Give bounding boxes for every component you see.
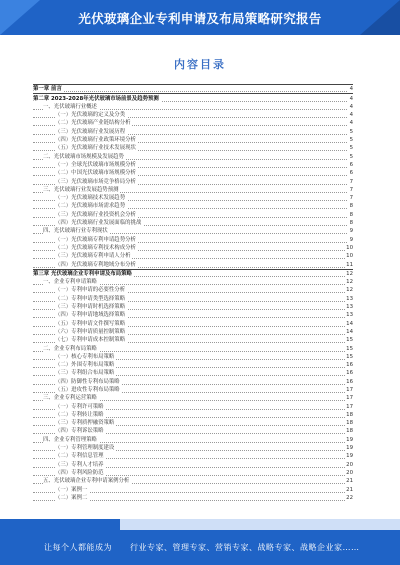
- toc-entry-page: 14: [346, 328, 353, 335]
- toc-entry[interactable]: [33, 177, 353, 185]
- toc-entry-label: 一、企业专利申请策略: [43, 279, 97, 286]
- toc-entry-page: 19: [346, 436, 353, 443]
- toc-entry-page: 22: [346, 494, 353, 501]
- toc-entry-page: 20: [346, 461, 353, 468]
- toc-entry[interactable]: [33, 152, 353, 160]
- toc-entry[interactable]: [33, 260, 353, 268]
- toc-entry-label: 一、光伏玻璃行业概述: [43, 103, 97, 110]
- report-title: 光伏玻璃企业专利申请及布局策略研究报告: [78, 11, 322, 26]
- toc-entry[interactable]: [33, 386, 353, 394]
- toc-entry-label: （二）专利信息管理: [55, 453, 104, 460]
- toc-entry[interactable]: [33, 394, 353, 402]
- toc-entry-page: 4: [349, 112, 353, 119]
- toc-entry[interactable]: [33, 194, 353, 202]
- toc-entry[interactable]: [33, 136, 353, 144]
- toc-entry[interactable]: [33, 84, 353, 93]
- toc-entry-page: 12: [346, 270, 353, 277]
- toc-entry-label: （二）专利申请类型选择策略: [55, 295, 126, 302]
- toc-entry-label: 二、光伏玻璃市场规模及发展趋势: [43, 153, 124, 160]
- toc-entry-label: 第一章 前言: [33, 86, 62, 93]
- toc-entry-page: 13: [346, 312, 353, 319]
- toc-entry-label: （四）光伏玻璃专利地域分布分析: [55, 261, 136, 268]
- toc-entry[interactable]: [33, 377, 353, 385]
- toc-entry-page: 9: [349, 228, 353, 235]
- toc-entry[interactable]: [33, 311, 353, 319]
- page-header: [0, 0, 400, 35]
- toc-entry[interactable]: [33, 244, 353, 252]
- toc-entry-page: 4: [349, 86, 353, 93]
- toc-entry-page: 13: [346, 304, 353, 311]
- toc-entry-label: （二）案例二: [55, 494, 88, 501]
- toc-entry[interactable]: [33, 169, 353, 177]
- toc-entry[interactable]: [33, 127, 353, 135]
- toc-entry-label: （一）光伏玻璃技术发展趋势: [55, 195, 126, 202]
- toc-entry-label: 第三章 光伏玻璃企业专利申请及布局策略: [33, 270, 132, 277]
- toc-entry-label: （三）专利质押融资策略: [55, 420, 115, 427]
- toc-entry[interactable]: [33, 460, 353, 468]
- toc-entry-page: 14: [346, 320, 353, 327]
- toc-entry-label: （一）光伏玻璃的定义及分类: [55, 112, 126, 119]
- toc-entry-label: （四）防御性专利布局策略: [55, 378, 120, 385]
- toc-entry-label: （一）专利申请的必要性分析: [55, 287, 126, 294]
- toc-entry[interactable]: [33, 336, 353, 344]
- toc-entry[interactable]: [33, 111, 353, 119]
- toc-entry[interactable]: [33, 278, 353, 286]
- toc-entry[interactable]: [33, 344, 353, 352]
- toc-entry-label: （三）光伏玻璃行业投资机会分析: [55, 211, 136, 218]
- toc-entry[interactable]: [33, 235, 353, 243]
- toc-entry-page: 16: [346, 378, 353, 385]
- toc-entry[interactable]: [33, 328, 353, 336]
- toc-entry-label: （五）进攻性专利布局策略: [55, 386, 120, 393]
- toc-entry[interactable]: [33, 469, 353, 477]
- toc-entry-label: （一）核心专利布局策略: [55, 353, 115, 360]
- toc-entry[interactable]: [33, 361, 353, 369]
- toc-entry-page: 4: [349, 95, 353, 102]
- toc-entry[interactable]: [33, 119, 353, 127]
- toc-entry-page: 12: [346, 279, 353, 286]
- toc-entry[interactable]: [33, 210, 353, 218]
- toc-entry-page: 15: [346, 353, 353, 360]
- toc-entry-label: （二）光伏玻璃产业链结构分析: [55, 120, 131, 127]
- toc-entry-page: 5: [349, 153, 353, 160]
- toc-entry[interactable]: [33, 219, 353, 227]
- toc-entry-label: （二）光伏玻璃专利技术构成分析: [55, 244, 136, 251]
- toc-entry-label: （三）光伏玻璃市场竞争格局分析: [55, 178, 136, 185]
- toc-entry[interactable]: [33, 452, 353, 460]
- toc-entry-label: 五、光伏玻璃企业专利申请案例分析: [43, 478, 130, 485]
- toc-entry-page: 18: [346, 428, 353, 435]
- toc-entry[interactable]: [33, 186, 353, 194]
- toc-entry-label: （四）光伏玻璃行业政策环境分析: [55, 137, 136, 144]
- toc-entry-label: （一）专利许可策略: [55, 403, 104, 410]
- toc-entry-label: （四）专利风险防范: [55, 469, 104, 476]
- toc-entry-label: （一）案例一: [55, 486, 88, 493]
- toc-entry-label: 四、光伏玻璃行业专利现状: [43, 228, 108, 235]
- toc-entry-page: 5: [349, 145, 353, 152]
- toc-entry[interactable]: [33, 444, 353, 452]
- toc-entry-page: 16: [346, 370, 353, 377]
- toc-entry-page: 16: [346, 362, 353, 369]
- toc-entry[interactable]: [33, 402, 353, 410]
- toc-entry[interactable]: [33, 303, 353, 311]
- toc-entry[interactable]: [33, 286, 353, 294]
- toc-entry-label: （三）光伏玻璃行业发展历程: [55, 128, 126, 135]
- toc-entry-label: （三）专利人才培养: [55, 461, 104, 468]
- toc-entry-page: 10: [346, 253, 353, 260]
- toc-entry[interactable]: [33, 353, 353, 361]
- footer-slogan-left: 让每个人都能成为: [44, 543, 112, 552]
- toc-entry-page: 6: [349, 161, 353, 168]
- toc-entry[interactable]: [33, 369, 353, 377]
- toc-entry-page: 13: [346, 295, 353, 302]
- toc-entry-label: （三）专利申请时机选择策略: [55, 304, 126, 311]
- toc-entry-page: 18: [346, 411, 353, 418]
- toc-entry[interactable]: [33, 144, 353, 152]
- toc-entry-page: 8: [349, 220, 353, 227]
- toc-entry[interactable]: [33, 427, 353, 435]
- toc-entry-page: 17: [346, 395, 353, 402]
- toc-entry-label: （五）光伏玻璃行业技术发展现状: [55, 145, 136, 152]
- toc-entry-label: （六）专利申请质量控制策略: [55, 328, 126, 335]
- toc-entry-page: 5: [349, 128, 353, 135]
- toc-entry[interactable]: [33, 294, 353, 302]
- toc-entry[interactable]: [33, 319, 353, 327]
- toc-entry-page: 20: [346, 469, 353, 476]
- toc-entry-label: 三、企业专利运营策略: [43, 395, 97, 402]
- toc-entry-label: （四）专利诉讼策略: [55, 428, 104, 435]
- toc-entry[interactable]: [33, 252, 353, 260]
- toc-entry-page: 7: [349, 186, 353, 193]
- toc-entry-page: 8: [349, 203, 353, 210]
- toc-entry[interactable]: [33, 269, 353, 278]
- toc-entry-page: 17: [346, 403, 353, 410]
- toc-entry-label: （三）专利组合布局策略: [55, 370, 115, 377]
- toc-entry-label: （五）专利申请文件撰写策略: [55, 320, 126, 327]
- toc-entry-page: 5: [349, 137, 353, 144]
- footer-stripe: [0, 519, 400, 530]
- toc-entry-label: （一）光伏玻璃专利申请趋势分析: [55, 236, 136, 243]
- toc-entry-page: 7: [349, 178, 353, 185]
- toc-entry-page: 10: [346, 244, 353, 251]
- toc-entry[interactable]: [33, 419, 353, 427]
- toc-entry-page: 17: [346, 386, 353, 393]
- toc-entry-label: （三）光伏玻璃专利申请人分析: [55, 253, 131, 260]
- toc-entry-label: （二）外围专利布局策略: [55, 362, 115, 369]
- toc-entry-label: 四、企业专利管理策略: [43, 436, 97, 443]
- toc-entry-label: 二、企业专利布局策略: [43, 345, 97, 352]
- footer-stripe-highlight: [120, 519, 400, 530]
- toc-entry-page: 8: [349, 211, 353, 218]
- toc-entry-label: （四）专利申请地域选择策略: [55, 312, 126, 319]
- toc-entry[interactable]: [33, 411, 353, 419]
- toc-entry-page: 4: [349, 103, 353, 110]
- toc-entry-page: 12: [346, 287, 353, 294]
- toc-entry[interactable]: [33, 494, 353, 502]
- toc-entry-page: 18: [346, 420, 353, 427]
- toc-entry-page: 15: [346, 345, 353, 352]
- toc-entry-label: （一）专利管理制度建设: [55, 445, 115, 452]
- toc-entry[interactable]: [33, 202, 353, 210]
- toc-entry-page: 7: [349, 195, 353, 202]
- table-of-contents: [33, 84, 353, 502]
- toc-entry[interactable]: [33, 103, 353, 111]
- footer-slogan-right: 行业专家、管理专家、营销专家、战略专家、战略企业家……: [130, 543, 360, 552]
- toc-entry-page: 19: [346, 453, 353, 460]
- toc-entry-label: 三、光伏玻璃行业发展趋势预测: [43, 186, 119, 193]
- toc-entry[interactable]: [33, 477, 353, 485]
- toc-entry-page: 19: [346, 445, 353, 452]
- toc-entry-page: 9: [349, 236, 353, 243]
- toc-entry-label: （七）专利申请成本控制策略: [55, 337, 126, 344]
- toc-entry-label: （二）光伏玻璃市场需求趋势: [55, 203, 126, 210]
- toc-entry-label: （四）光伏玻璃行业发展面临的挑战: [55, 220, 142, 227]
- toc-entry[interactable]: [33, 227, 353, 235]
- page-footer: [0, 530, 400, 565]
- toc-entry-page: 11: [346, 261, 353, 268]
- toc-entry-page: 4: [349, 120, 353, 127]
- toc-entry[interactable]: [33, 435, 353, 443]
- toc-entry-label: （一）全球光伏玻璃市场规模分析: [55, 161, 136, 168]
- toc-entry[interactable]: [33, 93, 353, 102]
- toc-leader-dots: [33, 91, 347, 92]
- toc-entry-page: 21: [346, 486, 353, 493]
- toc-entry-label: 第二章 2023-2028年光伏玻璃市场前景及趋势预测: [33, 95, 159, 102]
- toc-entry[interactable]: [33, 161, 353, 169]
- toc-entry-page: 6: [349, 170, 353, 177]
- toc-entry-page: 21: [346, 478, 353, 485]
- toc-entry-label: （二）中国光伏玻璃市场规模分析: [55, 170, 136, 177]
- toc-entry[interactable]: [33, 485, 353, 493]
- toc-entry-label: （二）专利转让策略: [55, 411, 104, 418]
- toc-heading: 内容目录: [174, 58, 226, 71]
- toc-entry-page: 15: [346, 337, 353, 344]
